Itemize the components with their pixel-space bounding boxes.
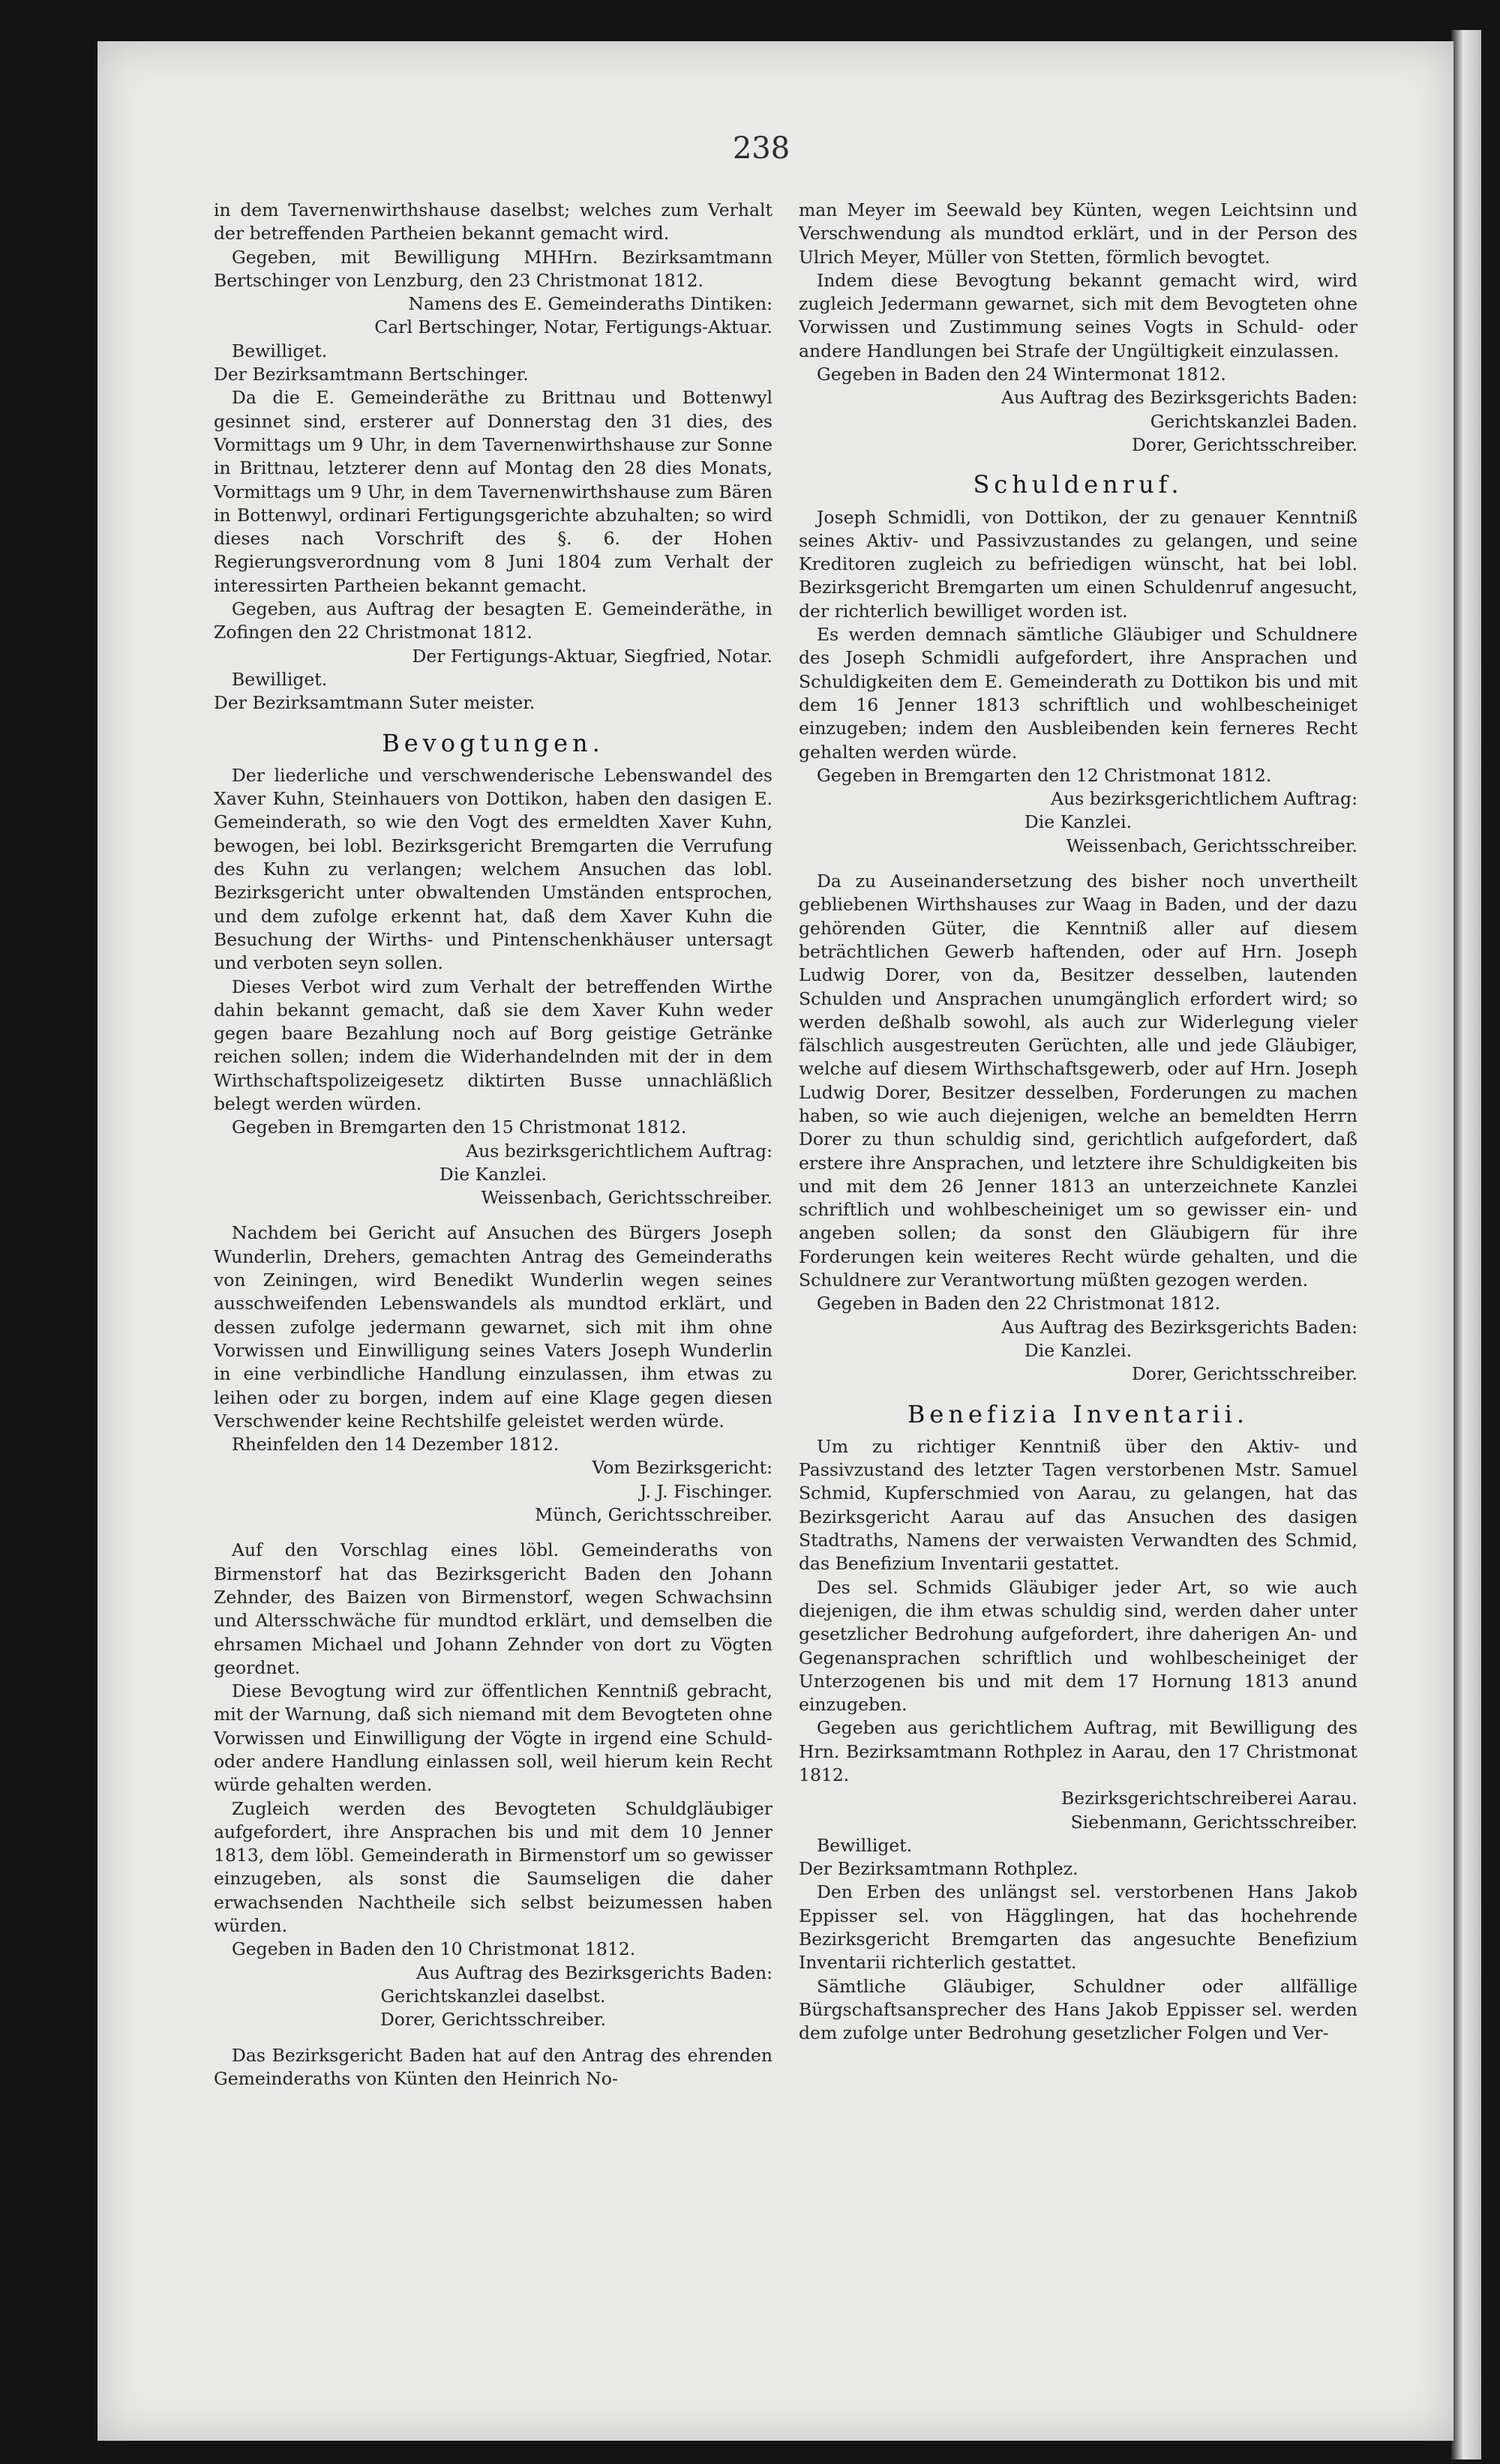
signature-line: Die Kanzlei.	[1024, 811, 1132, 833]
date-line: Gegeben in Bremgarten den 12 Christmonat 1812.	[817, 764, 1272, 786]
notice-paragraph: Den Erben des unlängst sel. verstorbenen Hans Jakob Eppisser sel. von Hägglingen, hat das hochehrende Bezirksgericht Bremgarten das angesuchte Benefizium Inventarii richterlich gestattet.	[799, 1881, 1358, 1974]
signature-line: Dorer, Gerichtsschreiber.	[1131, 433, 1358, 455]
notice-paragraph: Es werden demnach sämtliche Gläubiger und Schuldnere des Joseph Schmidli aufgefordert, ihre Ansprachen und Schuldigkeiten dem E. Gemeinderath zu Dottikon bis und mit dem 16 Jenner 1813 schriftlich und wohlbescheiniget einzugeben; indem den Ausbleibenden kein ferneres Recht gehalten werden würde.	[799, 624, 1358, 763]
date-line: Gegeben in Bremgarten den 15 Christmonat 1812.	[232, 1117, 687, 1138]
notice-paragraph: Des sel. Schmids Gläubiger jeder Art, so wie auch diejenigen, die ihm etwas schuldig sind, werden daher unter gesetzlicher Bedrohung aufgefordert, ihre daherigen An- und Gegenansprachen schriftlich und wohlbescheiniget der Unterzogenen bis und mit dem 17 Hornung 1813 anund einzugeben.	[799, 1576, 1358, 1716]
notice-paragraph: Indem diese Bevogtung bekannt gemacht wird, wird zugleich Jedermann gewarnet, sich mit dem Bevogteten ohne Vorwissen und Zustimmung seines Vogts in Schuld- oder andere Handlungen bei Strafe der Ungültigkeit einzulassen.	[799, 269, 1358, 361]
notice-paragraph: Das Bezirksgericht Baden hat auf den Antrag des ehrenden Gemeinderaths von Künten den Heinrich No-	[214, 2044, 772, 2089]
approval-line: Bewilliget.	[817, 1834, 913, 1856]
page-number: 238	[732, 131, 790, 166]
notice-paragraph: Diese Bevogtung wird zur öffentlichen Kenntniß gebracht, mit der Warnung, daß sich niemand mit dem Bevogteten ohne Vorwissen und Einwilligung der Vögte in irgend eine Schuld- oder andere Handlung einlassen soll, weil hierum kein Recht würde gehalten werden.	[214, 1680, 772, 1796]
signature-line: Weissenbach, Gerichtsschreiber.	[481, 1187, 772, 1209]
notice-paragraph: Dieses Verbot wird zum Verhalt der betreffenden Wirthe dahin bekannt gemacht, daß sie dem Xaver Kuhn weder gegen baare Bezahlung noch auf Borg geistige Getränke reichen sollen; indem die Widerhandelnden mit der in dem Wirthschaftspolizeigesetz diktirten Busse unnachläßlich belegt werden würden.	[214, 976, 772, 1114]
notice-paragraph: Der liederliche und verschwenderische Lebenswandel des Xaver Kuhn, Steinhauers von Dottikon, haben den dasigen E. Gemeinderath, so wie den Vogt des ermeldten Xaver Kuhn, bewogen, bei lobl. Bezirksgericht Bremgarten die Verrufung des Kuhn zu verlangen; welchem Ansuchen das lobl. Bezirksgericht unter obwaltenden Umständen entsprochen, und dem zufolge erkennt hat, daß dem Xaver Kuhn die Besuchung der Wirths- und Pintenschenkhäuser untersagt und verboten seyn sollen.	[214, 764, 772, 974]
signature-line: Aus Auftrag des Bezirksgerichts Baden:	[416, 1962, 772, 1983]
notice-paragraph: Da zu Auseinandersetzung des bisher noch unvertheilt gebliebenen Wirthshauses zur Waag in Baden, und der dazu gehörenden Güter, die Kenntniß aller auf diesem beträchtlichen Gewerb haftenden, oder auf Hrn. Joseph Ludwig Dorer, von da, Besitzer desselben, lautenden Schulden und Ansprachen unumgänglich erfordert wird; so werden deßhalb sowohl, als auch zur Widerlegung vieler fälschlich ausgestreuten Gerüchten, alle und jede Gläubiger, welche auf diesem Wirthschaftsgewerb, oder auf Hrn. Joseph Ludwig Dorer, Besitzer desselben, Forderungen zu machen haben, so wie auch diejenigen, welche an bemeldten Herrn Dorer zu thun schuldig sind, gerichtlich aufgefordert, daß erstere ihre Ansprachen, und letztere ihre Schuldigkeiten bis und mit dem 26 Jenner 1813 an unterzeichnete Kanzlei schriftlich und wohlbescheiniget um so gewisser ein- und angeben sollen; da sonst den Gläubigern für ihre Forderungen kein weiteres Recht würde gehalten, und die Schuldnere zur Verantwortung müßten gezogen werden.	[799, 871, 1358, 1291]
signature-line: Gerichtskanzlei daselbst.	[380, 1985, 606, 2007]
notice-paragraph: Sämtliche Gläubiger, Schuldner oder allfällige Bürgschaftsansprecher des Hans Jakob Eppisser sel. werden dem zufolge unter Bedrohung gesetzlicher Folgen und Ver-	[799, 1975, 1358, 2044]
notice-paragraph: Da die E. Gemeinderäthe zu Brittnau und Bottenwyl gesinnet sind, ersterer auf Donnerstag den 31 dies, des Vormittags um 9 Uhr, in dem Tavernenwirthshause zur Sonne in Brittnau, letzterer denn auf Montag den 28 dies Monats, Vormittags um 9 Uhr, in dem Tavernenwirthshause zum Bären in Bottenwyl, ordinari Fertigungsgerichte abzuhalten; so wird dieses nach Vorschrift des §. 6. der Hohen Regierungsverordnung vom 8 Juni 1804 zum Verhalt der interessirten Partheien bekannt gemacht.	[214, 387, 772, 596]
notice-paragraph: Um zu richtiger Kenntniß über den Aktiv- und Passivzustand des letzter Tagen verstorbenen Mstr. Samuel Schmid, Kupferschmied von Aarau, zu gelangen, hat das Bezirksgericht Aarau auf das Ansuchen des dasigen Stadtraths, Namens der verwaisten Verwandten des Schmid, das Benefizium Inventarii gestattet.	[799, 1435, 1358, 1575]
notice-paragraph: Auf den Vorschlag eines löbl. Gemeinderaths von Birmenstorf hat das Bezirksgericht Baden den Johann Zehnder, des Baizen von Birmenstorf, wegen Schwachsinn und Altersschwäche für mundtod erklärt, und demselben die ehrsamen Michael und Johann Zehnder von dort zu Vögten geordnet.	[214, 1539, 772, 1678]
date-line: Rheinfelden den 14 Dezember 1812.	[232, 1434, 560, 1455]
signature-line: Namens des E. Gemeinderaths Dintiken:	[408, 293, 772, 315]
signature-line: Die Kanzlei.	[1024, 1339, 1132, 1361]
signature-line: Münch, Gerichtsschreiber.	[535, 1504, 772, 1526]
signature-line: Aus bezirksgerichtlichem Auftrag:	[1051, 788, 1358, 810]
signature-line: Aus bezirksgerichtlichem Auftrag:	[466, 1140, 772, 1162]
signature-line: Vom Bezirksgericht:	[592, 1457, 772, 1479]
signature-line: Der Bezirksamtmann Bertschinger.	[214, 364, 529, 385]
left-column	[214, 199, 772, 2091]
notice-paragraph: Gegeben, aus Auftrag der besagten E. Gemeinderäthe, in Zofingen den 22 Christmonat 1812.	[214, 598, 772, 643]
signature-line: Der Fertigungs-Aktuar, Siegfried, Notar.	[412, 645, 772, 667]
date-line: Gegeben in Baden den 24 Wintermonat 1812.	[817, 364, 1226, 385]
signature-line: Aus Auftrag des Bezirksgerichts Baden:	[1001, 1316, 1358, 1338]
right-column	[799, 199, 1358, 2046]
signature-line: Weissenbach, Gerichtsschreiber.	[1066, 835, 1358, 856]
notice-paragraph: Gegeben, mit Bewilligung MHHrn. Bezirksamtmann Bertschinger von Lenzburg, den 23 Christmonat 1812.	[214, 246, 772, 291]
notice-paragraph: Gegeben aus gerichtlichem Auftrag, mit Bewilligung des Hrn. Bezirksamtmann Rothplez in Aarau, den 17 Christmonat 1812.	[799, 1717, 1358, 1785]
section-heading-bevogtungen: Bevogtungen.	[382, 728, 604, 757]
date-line: Gegeben in Baden den 10 Christmonat 1812.	[232, 1938, 636, 1960]
approval-line: Bewilliget.	[232, 668, 328, 690]
signature-line: Aus Auftrag des Bezirksgerichts Baden:	[1001, 387, 1358, 409]
signature-line: J. J. Fischinger.	[640, 1480, 772, 1502]
scan-page-edge	[1451, 30, 1481, 2460]
notice-paragraph: man Meyer im Seewald bey Künten, wegen Leichtsinn und Verschwendung als mundtod erklärt, und in der Person des Ulrich Meyer, Müller von Stetten, förmlich bevogtet.	[799, 199, 1358, 268]
signature-line: Der Bezirksamtmann Suter meister.	[214, 692, 536, 714]
notice-paragraph: Nachdem bei Gericht auf Ansuchen des Bürgers Joseph Wunderlin, Drehers, gemachten Antrag des Gemeinderaths von Zeiningen, wird Benedikt Wunderlin wegen seines ausschweifenden Lebenswandels als mundtod erklärt, und dessen zufolge jedermann gewarnet, sich mit ihm ohne Vorwissen und Einwilligung seines Vaters Joseph Wunderlin in eine verbindliche Handlung einzulassen, ihm etwas zu leihen oder zu borgen, indem auf eine Klage gegen diesen Verschwender keine Rechtshilfe geleistet werden würde.	[214, 1222, 772, 1431]
signature-line: Dorer, Gerichtsschreiber.	[1131, 1363, 1358, 1385]
signature-line: Dorer, Gerichtsschreiber.	[380, 2009, 607, 2031]
approval-line: Bewilliget.	[232, 340, 328, 361]
notice-paragraph: in dem Tavernenwirthshause daselbst; welches zum Verhalt der betreffenden Partheien bekannt gemacht wird.	[214, 199, 772, 244]
signature-line: Bezirksgerichtschreiberei Aarau.	[1061, 1788, 1358, 1809]
signature-line: Die Kanzlei.	[439, 1163, 548, 1185]
signature-line: Siebenmann, Gerichtsschreiber.	[1070, 1811, 1358, 1833]
signature-line: Carl Bertschinger, Notar, Fertigungs-Aktuar.	[374, 316, 772, 338]
notice-paragraph: Joseph Schmidli, von Dottikon, der zu genauer Kenntniß seines Aktiv- und Passivzustandes zu gelangen, und seine Kreditoren zugleich zu befriedigen wünscht, hat bei lobl. Bezirksgericht Bremgarten um einen Schuldenruf angesucht, der richterlich bewilliget worden ist.	[799, 506, 1358, 622]
signature-line: Gerichtskanzlei Baden.	[1150, 410, 1358, 432]
section-heading-benefizia-inventarii: Benefizia Inventarii.	[907, 1399, 1250, 1428]
date-line: Gegeben in Baden den 22 Christmonat 1812.	[817, 1293, 1221, 1314]
signature-line: Der Bezirksamtmann Rothplez.	[799, 1858, 1078, 1880]
section-heading-schuldenruf: Schuldenruf.	[973, 470, 1184, 499]
notice-paragraph: Zugleich werden des Bevogteten Schuldgläubiger aufgefordert, ihre Ansprachen bis und mit dem 10 Jenner 1813, dem löbl. Gemeinderath in Birmenstorf um so gewisser einzugeben, als sonst die Saumseligen die daher erwachsenden Nachtheile sich selbst beizumessen haben würden.	[214, 1797, 772, 1937]
